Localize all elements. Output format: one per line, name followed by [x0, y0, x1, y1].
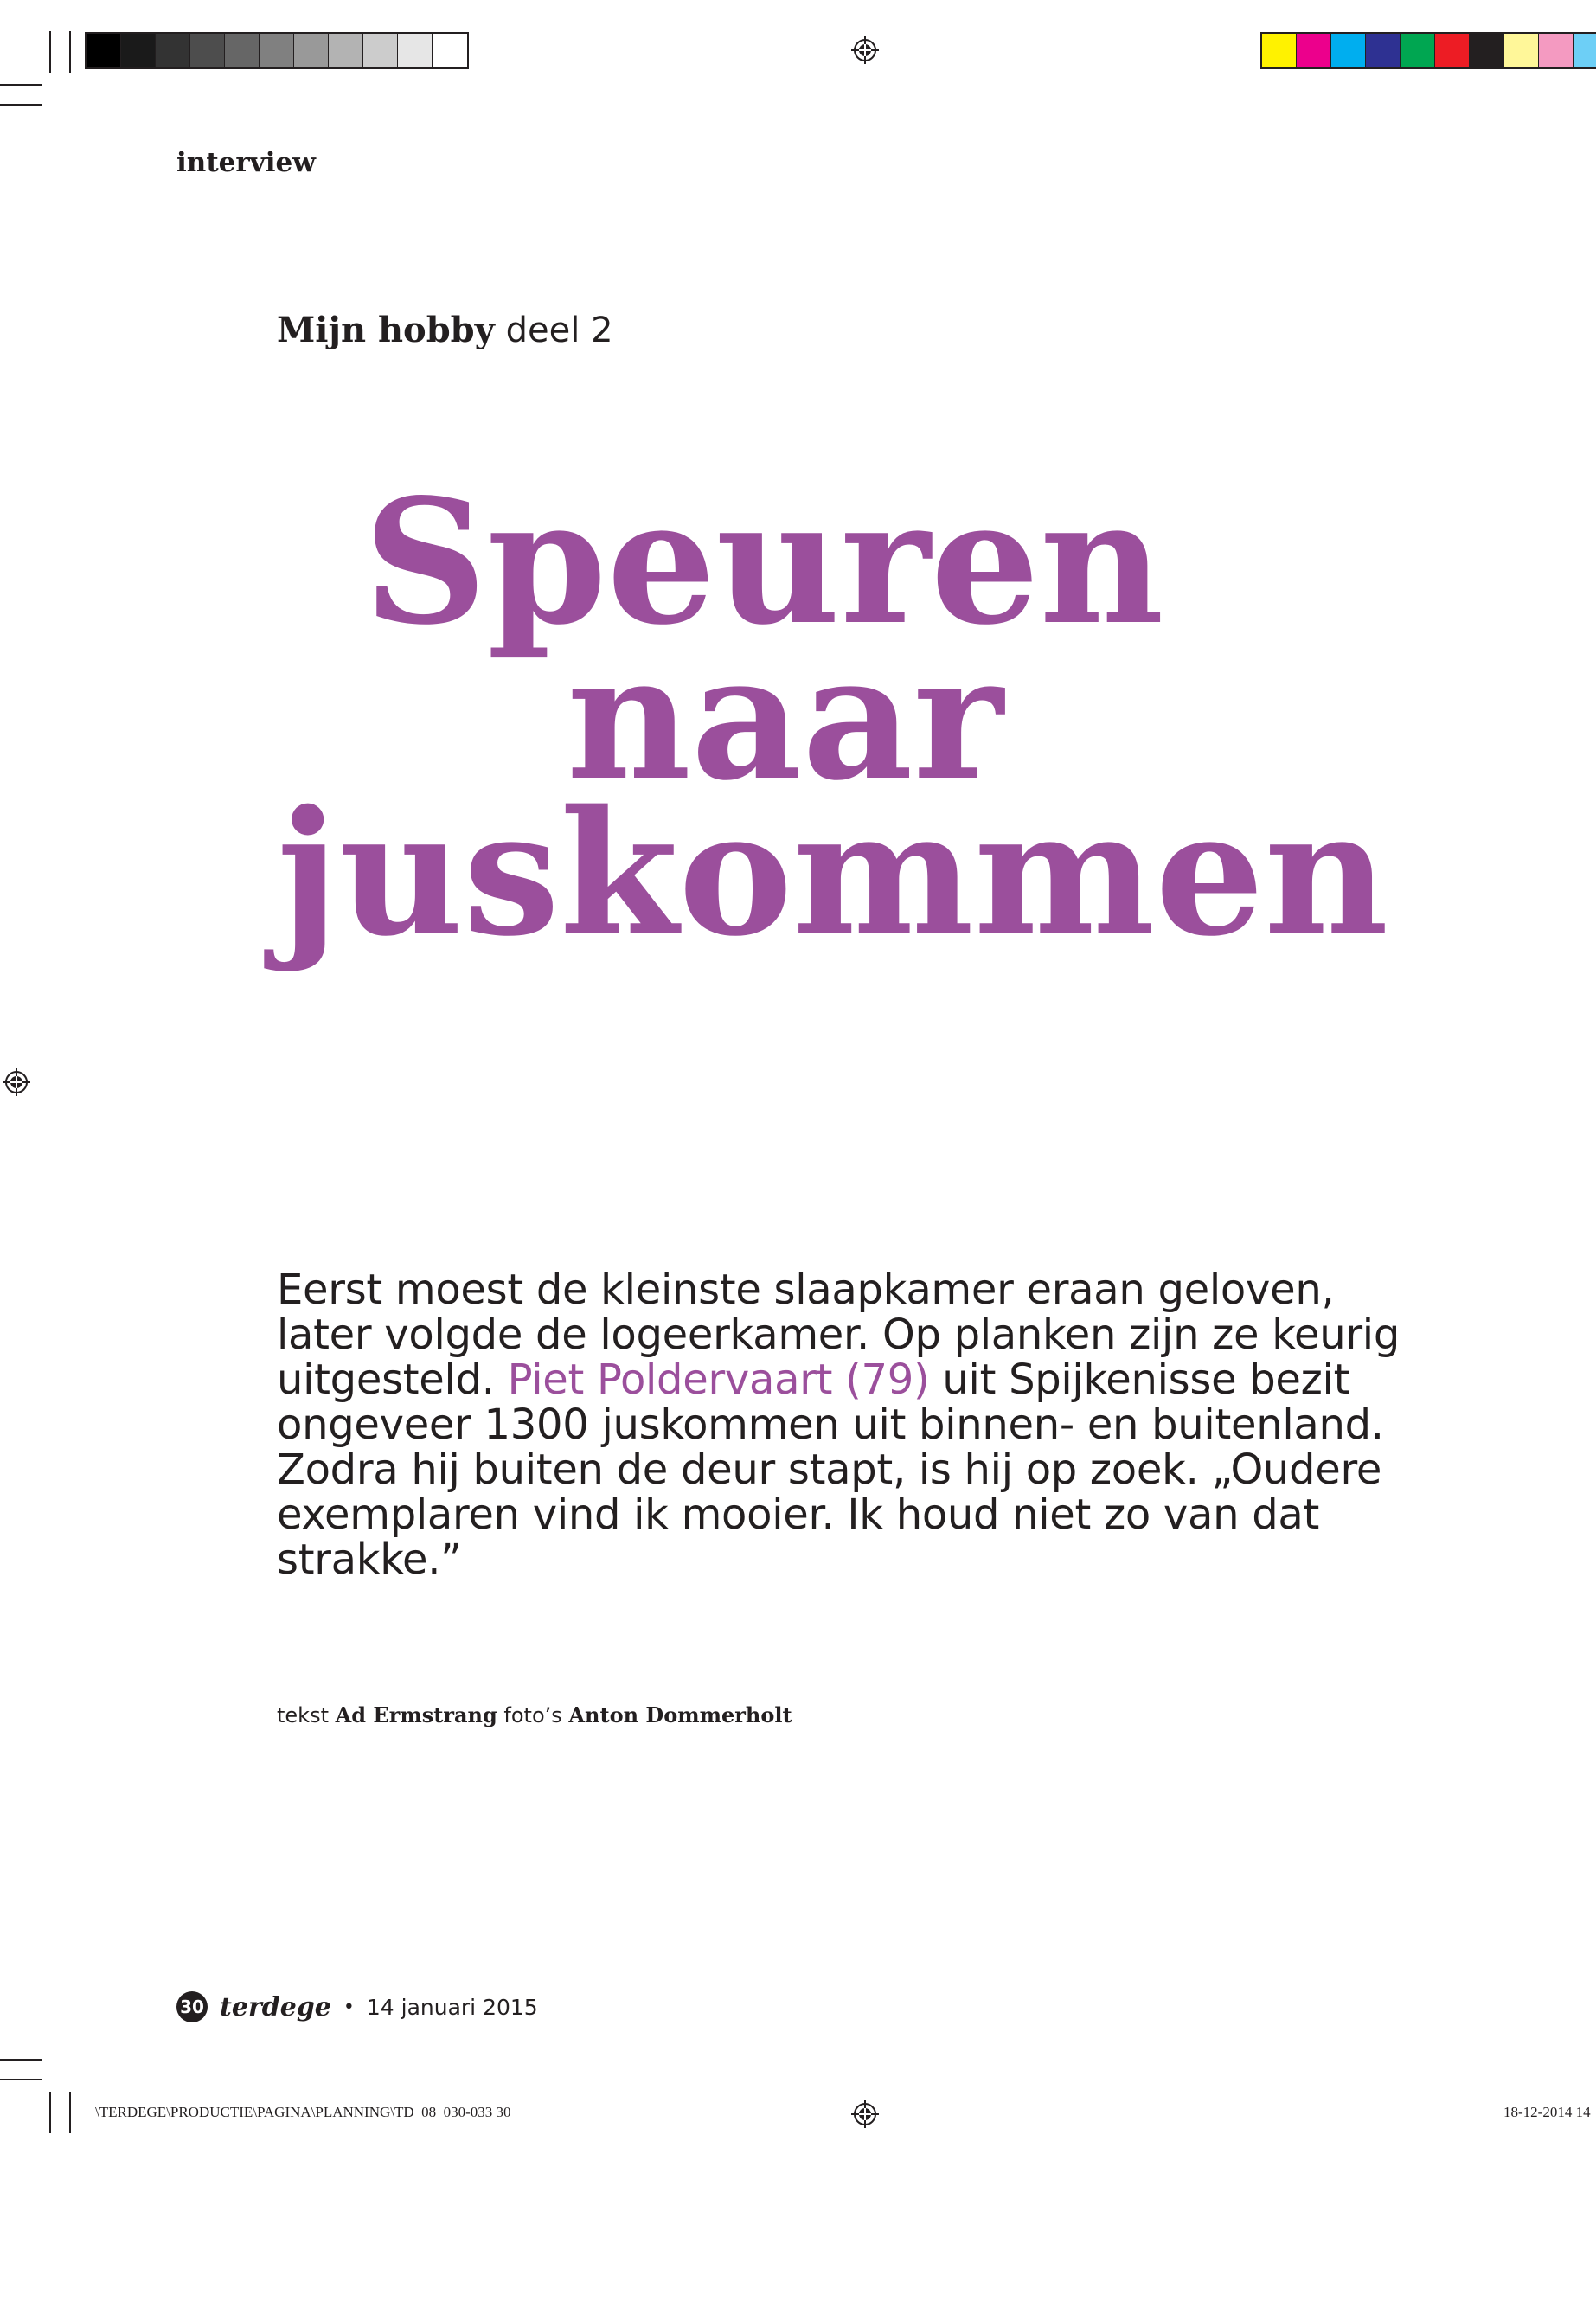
credit-label: foto’s	[503, 1703, 562, 1727]
color-swatch	[1470, 34, 1504, 67]
headline-line: naar	[567, 617, 1003, 818]
photographer-name: Anton Dommerholt	[568, 1702, 792, 1727]
color-swatch	[433, 34, 467, 67]
print-slug-date: 18-12-2014 14	[1503, 2104, 1591, 2120]
color-swatch	[398, 34, 433, 67]
crop-mark	[0, 84, 42, 86]
color-swatch	[225, 34, 260, 67]
intro-text: Eerst moest de kleinste slaapkamer eraan geloven, later volgde de logeerkamer. Op planken zijn ze keurig uitgesteld.	[277, 1266, 1401, 1404]
print-slug-path: \TERDEGE\PRODUCTIE\PAGINA\PLANNING\TD_08_030-033 30	[95, 2104, 511, 2120]
registration-mark-icon	[851, 2100, 879, 2128]
color-swatch	[363, 34, 398, 67]
series-title	[277, 310, 613, 350]
color-swatch	[1401, 34, 1435, 67]
color-calibration-bar	[1260, 32, 1596, 69]
page-number: 30	[176, 1991, 208, 2022]
color-swatch	[1331, 34, 1366, 67]
issue-date: 14 januari 2015	[366, 1994, 538, 2020]
color-swatch	[190, 34, 225, 67]
color-swatch	[260, 34, 294, 67]
section-label: interview	[176, 147, 316, 178]
crop-mark	[0, 2079, 42, 2080]
color-swatch	[294, 34, 329, 67]
color-swatch	[1539, 34, 1574, 67]
registration-mark-icon	[3, 1068, 30, 1096]
grayscale-calibration-bar	[85, 32, 469, 69]
series-part: deel 2	[505, 311, 613, 350]
color-swatch	[1297, 34, 1331, 67]
crop-mark	[49, 31, 51, 73]
crop-mark	[0, 2059, 42, 2061]
intro-subject-name: Piet Poldervaart (79)	[507, 1356, 930, 1404]
page-footer	[176, 1991, 538, 2022]
color-swatch	[156, 34, 190, 67]
article-credits	[277, 1702, 792, 1727]
crop-mark	[49, 2092, 51, 2133]
series-name: Mijn hobby	[277, 310, 495, 350]
color-swatch	[1574, 34, 1596, 67]
color-swatch	[1366, 34, 1401, 67]
magazine-brand: terdege	[220, 1991, 331, 2022]
footer-separator: •	[343, 1996, 355, 2018]
credit-label: tekst	[277, 1703, 329, 1727]
crop-mark	[69, 31, 71, 73]
color-swatch	[121, 34, 156, 67]
crop-mark	[69, 2092, 71, 2133]
author-name: Ad Ermstrang	[335, 1702, 497, 1727]
article-intro	[277, 1267, 1401, 1582]
color-swatch	[1504, 34, 1539, 67]
color-swatch	[87, 34, 121, 67]
crop-mark	[0, 104, 42, 106]
color-swatch	[329, 34, 363, 67]
headline-line: juskommen	[277, 772, 1389, 974]
headline-line: Speuren	[363, 461, 1164, 663]
color-swatch	[1262, 34, 1297, 67]
registration-mark-icon	[851, 36, 879, 64]
color-swatch	[1435, 34, 1470, 67]
intro-text: uit Spijkenisse bezit ongeveer 1300 juskommen uit binnen- en buitenland. Zodra hij buiten de deur stapt, is hij op zoek. „Oudere exemplaren vind ik mooier. Ik houd niet zo van dat strakke.”	[277, 1356, 1384, 1584]
article-headline	[277, 461, 1401, 974]
